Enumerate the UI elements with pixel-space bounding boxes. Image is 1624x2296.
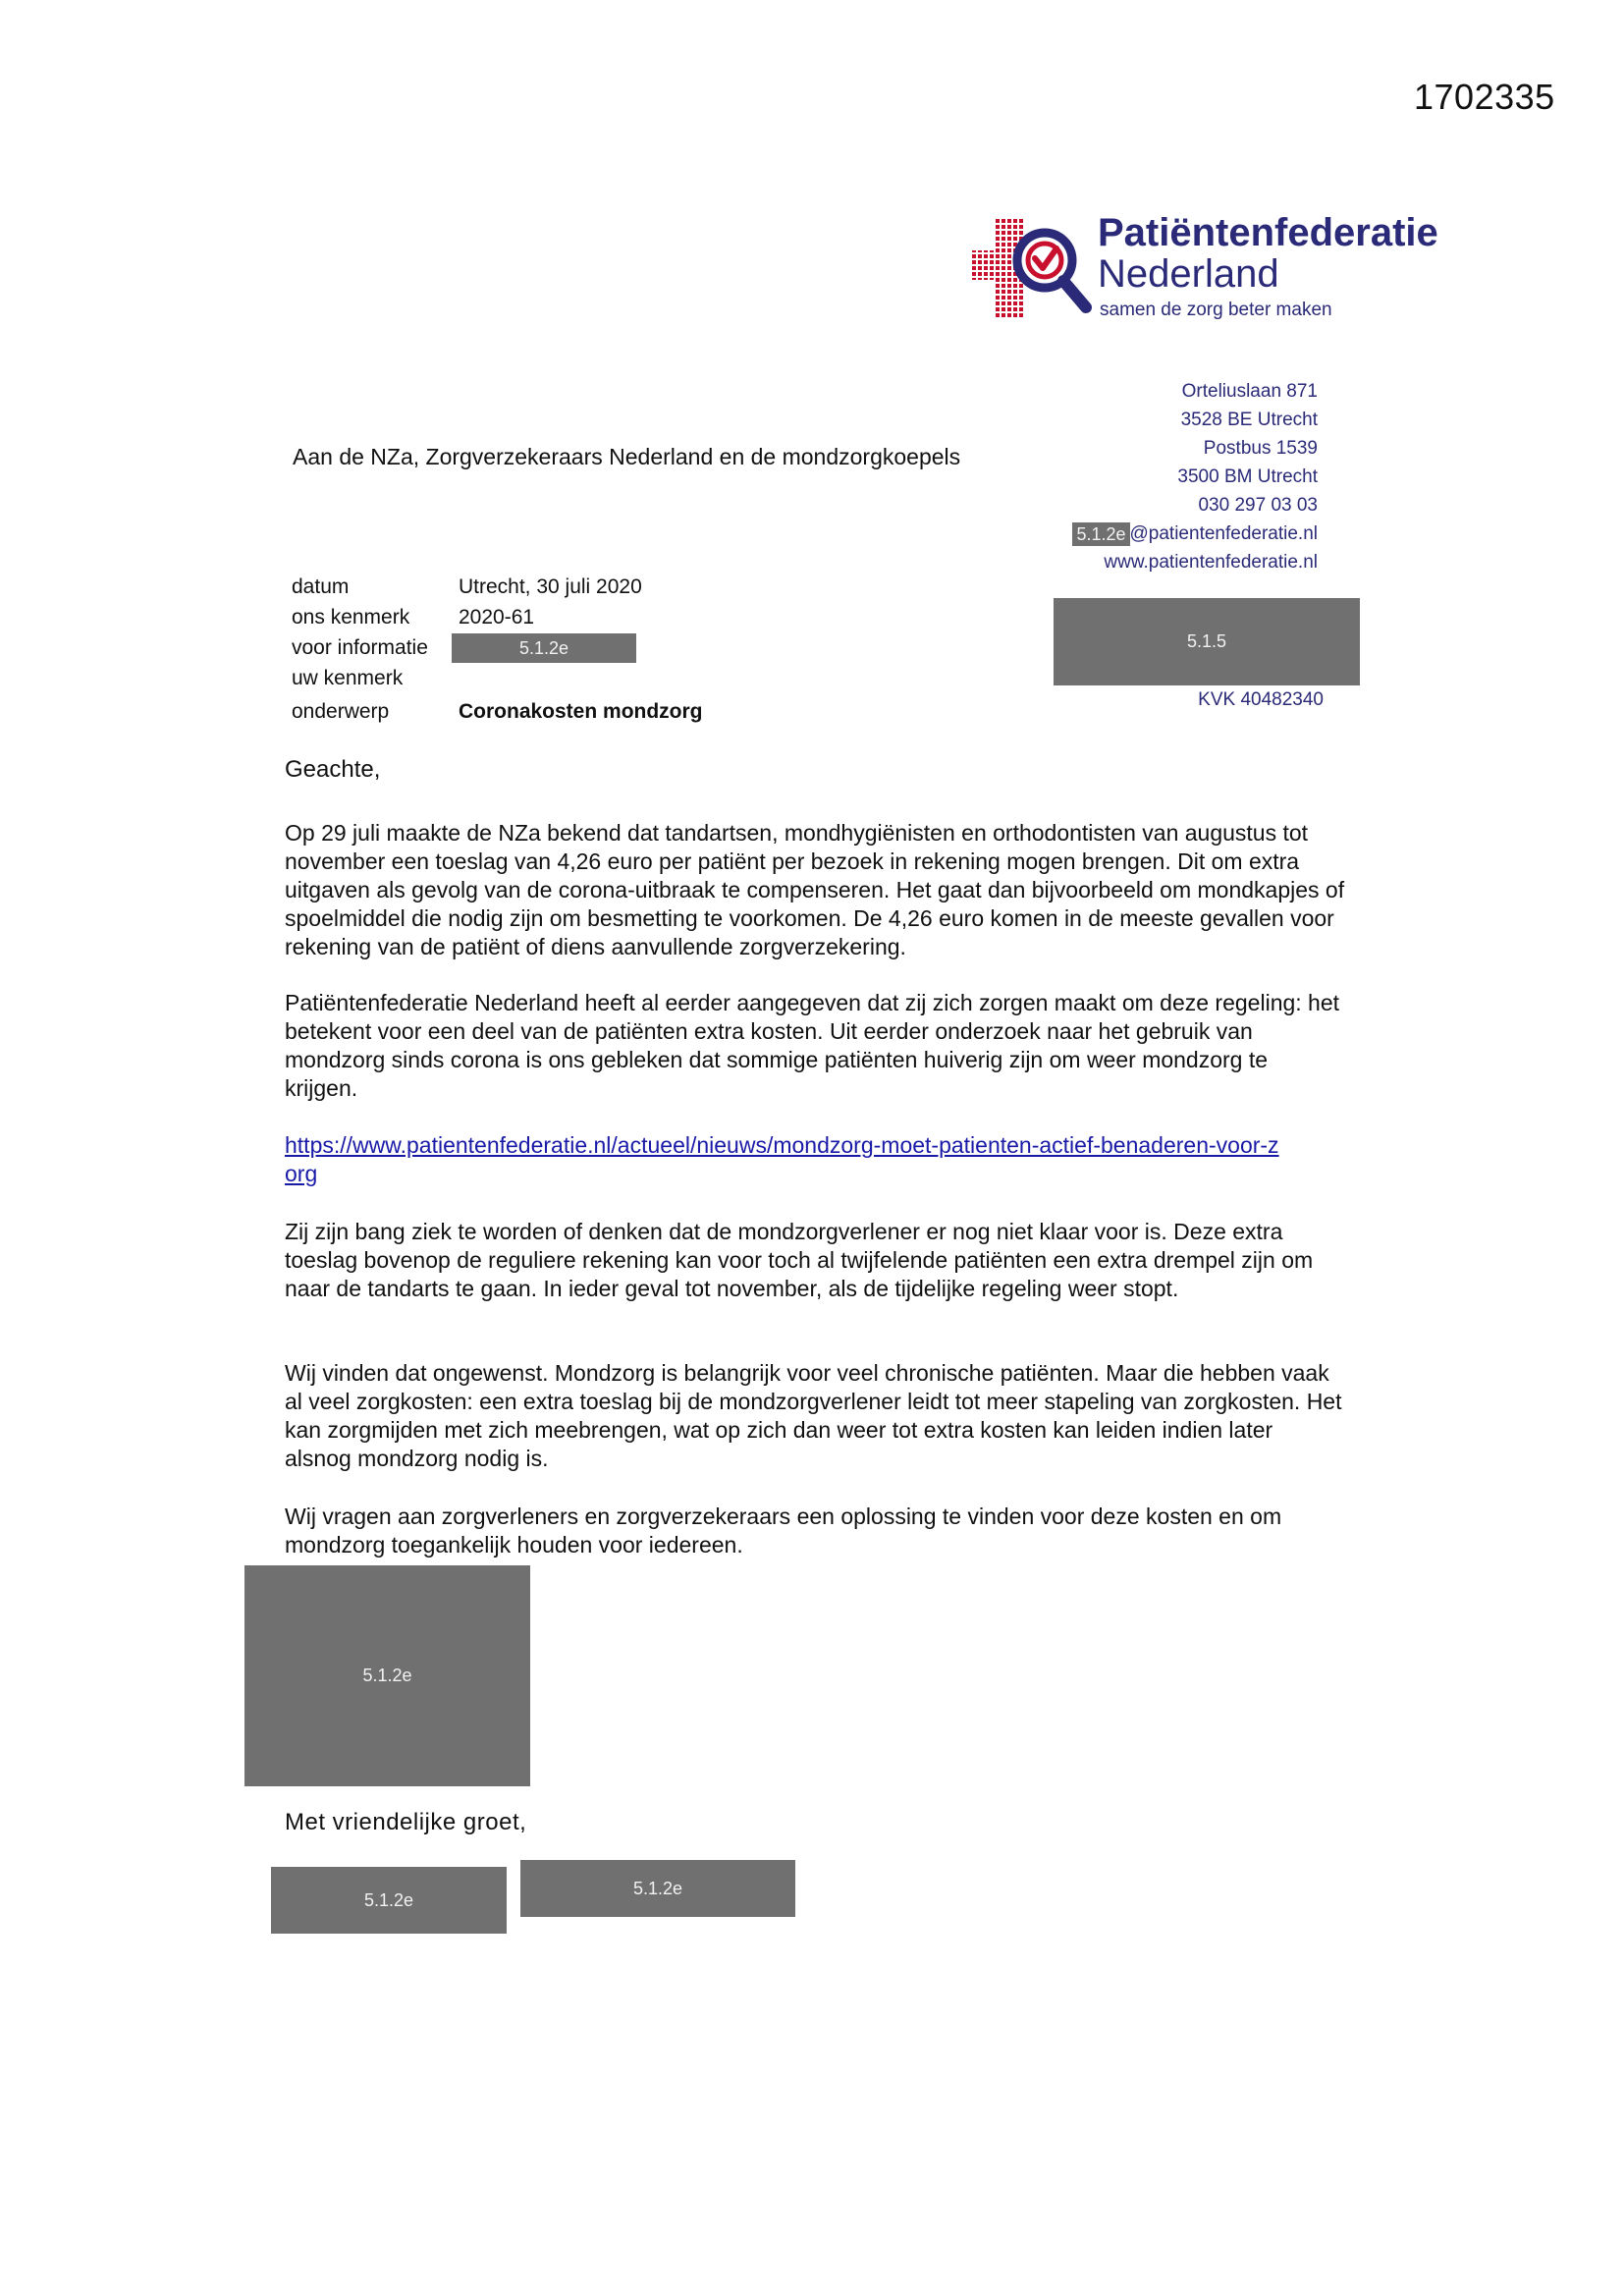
logo-cross-magnifier-icon	[972, 219, 1092, 317]
sender-postbus: Postbus 1539	[1203, 438, 1318, 459]
logo-name-line1: Patiëntenfederatie	[1098, 211, 1438, 254]
document-number: 1702335	[1414, 77, 1555, 117]
meta-info-row	[292, 632, 703, 663]
paragraph-3-text: Zij zijn bang ziek te worden of denken dat de mondzorgverlener er nog niet klaar voor is. Deze extra toeslag bovenop de reguliere rekening kan voor toch al twijfelende patiënten een extra drempel zijn om naar de tandarts te gaan. In ieder geval tot november, als de tijdelijke regeling weer stopt.	[285, 1219, 1314, 1301]
kvk-number: KVK 40482340	[1198, 689, 1324, 710]
info-redaction: 5.1.2e	[452, 633, 636, 663]
meta-subject-row	[292, 696, 703, 727]
paragraph-5-text: Wij vragen aan zorgverleners en zorgverzekeraars een oplossing te vinden voor deze kosten en om mondzorg toegankelijk houden voor iedereen.	[285, 1503, 1282, 1558]
subject-value: Coronakosten mondzorg	[459, 700, 703, 723]
sender-postbus-city: 3500 BM Utrecht	[1177, 466, 1318, 487]
paragraph-1-text: Op 29 juli maakte de NZa bekend dat tandartsen, mondhygiënisten en orthodontisten van augustus tot november een toeslag van 4,26 euro per patiënt per bezoek in rekening mogen brengen. Dit om extra uitgaven als gevolg van de corona-uitbraak te compenseren. Het gaat dan bijvoorbeeld om mondkapjes of spoelmiddel die nodig zijn om besmetting te voorkomen. De 4,26 euro komen in de meeste gevallen voor rekening van de patiënt of diens aanvullende zorgverzekering.	[285, 820, 1345, 959]
date-label: datum	[292, 575, 350, 598]
reference-label: ons kenmerk	[292, 606, 410, 629]
logo	[972, 211, 1463, 324]
letter-metadata	[292, 572, 703, 727]
news-link[interactable]: https://www.patientenfederatie.nl/actueel/nieuws/mondzorg-moet-patienten-actief-benaderen-voor-zorg	[285, 1132, 1279, 1186]
meta-reference-row	[292, 602, 703, 632]
paragraph-4-text: Wij vinden dat ongewenst. Mondzorg is belangrijk voor veel chronische patiënten. Maar die hebben vaak al veel zorgkosten: een extra toeslag bij de mondzorgverlener leidt tot meer stapeling van zorgkosten. Het kan zorgmijden met zich meebrengen, wat op zich dan weer tot extra kosten kan leiden indien later alsnog mondzorg nodig is.	[285, 1360, 1342, 1471]
name-redaction-2: 5.1.2e	[520, 1860, 795, 1917]
date-value: Utrecht, 30 juli 2020	[459, 575, 642, 598]
recipient: Aan de NZa, Zorgverzekeraars Nederland en de mondzorgkoepels	[293, 444, 961, 469]
info-label: voor informatie	[292, 636, 428, 659]
sender-email	[1072, 519, 1318, 548]
email-domain: @patientenfederatie.nl	[1129, 523, 1318, 544]
logo-tagline: samen de zorg beter maken	[1100, 300, 1332, 320]
redaction-box: 5.1.5	[1054, 598, 1360, 685]
sender-website: www.patientenfederatie.nl	[1104, 552, 1318, 573]
subject-label: onderwerp	[292, 700, 390, 723]
meta-your-reference-row	[292, 663, 703, 693]
sender-phone: 030 297 03 03	[1198, 495, 1318, 516]
sender-address	[1072, 377, 1318, 576]
paragraph-2	[285, 989, 1345, 1103]
paragraph-4	[285, 1359, 1345, 1473]
meta-date-row	[292, 572, 703, 602]
paragraph-1	[285, 819, 1345, 961]
closing: Met vriendelijke groet,	[285, 1809, 527, 1835]
paragraph-5	[285, 1503, 1345, 1559]
paragraph-2-text: Patiëntenfederatie Nederland heeft al eerder aangegeven dat zij zich zorgen maakt om deze regeling: het betekent voor een deel van de patiënten extra kosten. Uit eerder onderzoek naar het gebruik van mondzorg sinds corona is ons gebleken dat sommige patiënten huiverig zijn om weer mondzorg te krijgen.	[285, 990, 1340, 1101]
reference-value: 2020-61	[459, 606, 535, 629]
paragraph-3	[285, 1218, 1345, 1303]
signature-redaction: 5.1.2e	[244, 1565, 530, 1786]
your-reference-label: uw kenmerk	[292, 667, 404, 689]
email-redaction: 5.1.2e	[1072, 522, 1129, 546]
sender-postcode-city: 3528 BE Utrecht	[1180, 410, 1318, 430]
salutation: Geachte,	[285, 756, 381, 783]
sender-street: Orteliuslaan 871	[1181, 381, 1318, 402]
name-redaction-1: 5.1.2e	[271, 1867, 507, 1934]
logo-name-line2: Nederland	[1098, 252, 1279, 296]
